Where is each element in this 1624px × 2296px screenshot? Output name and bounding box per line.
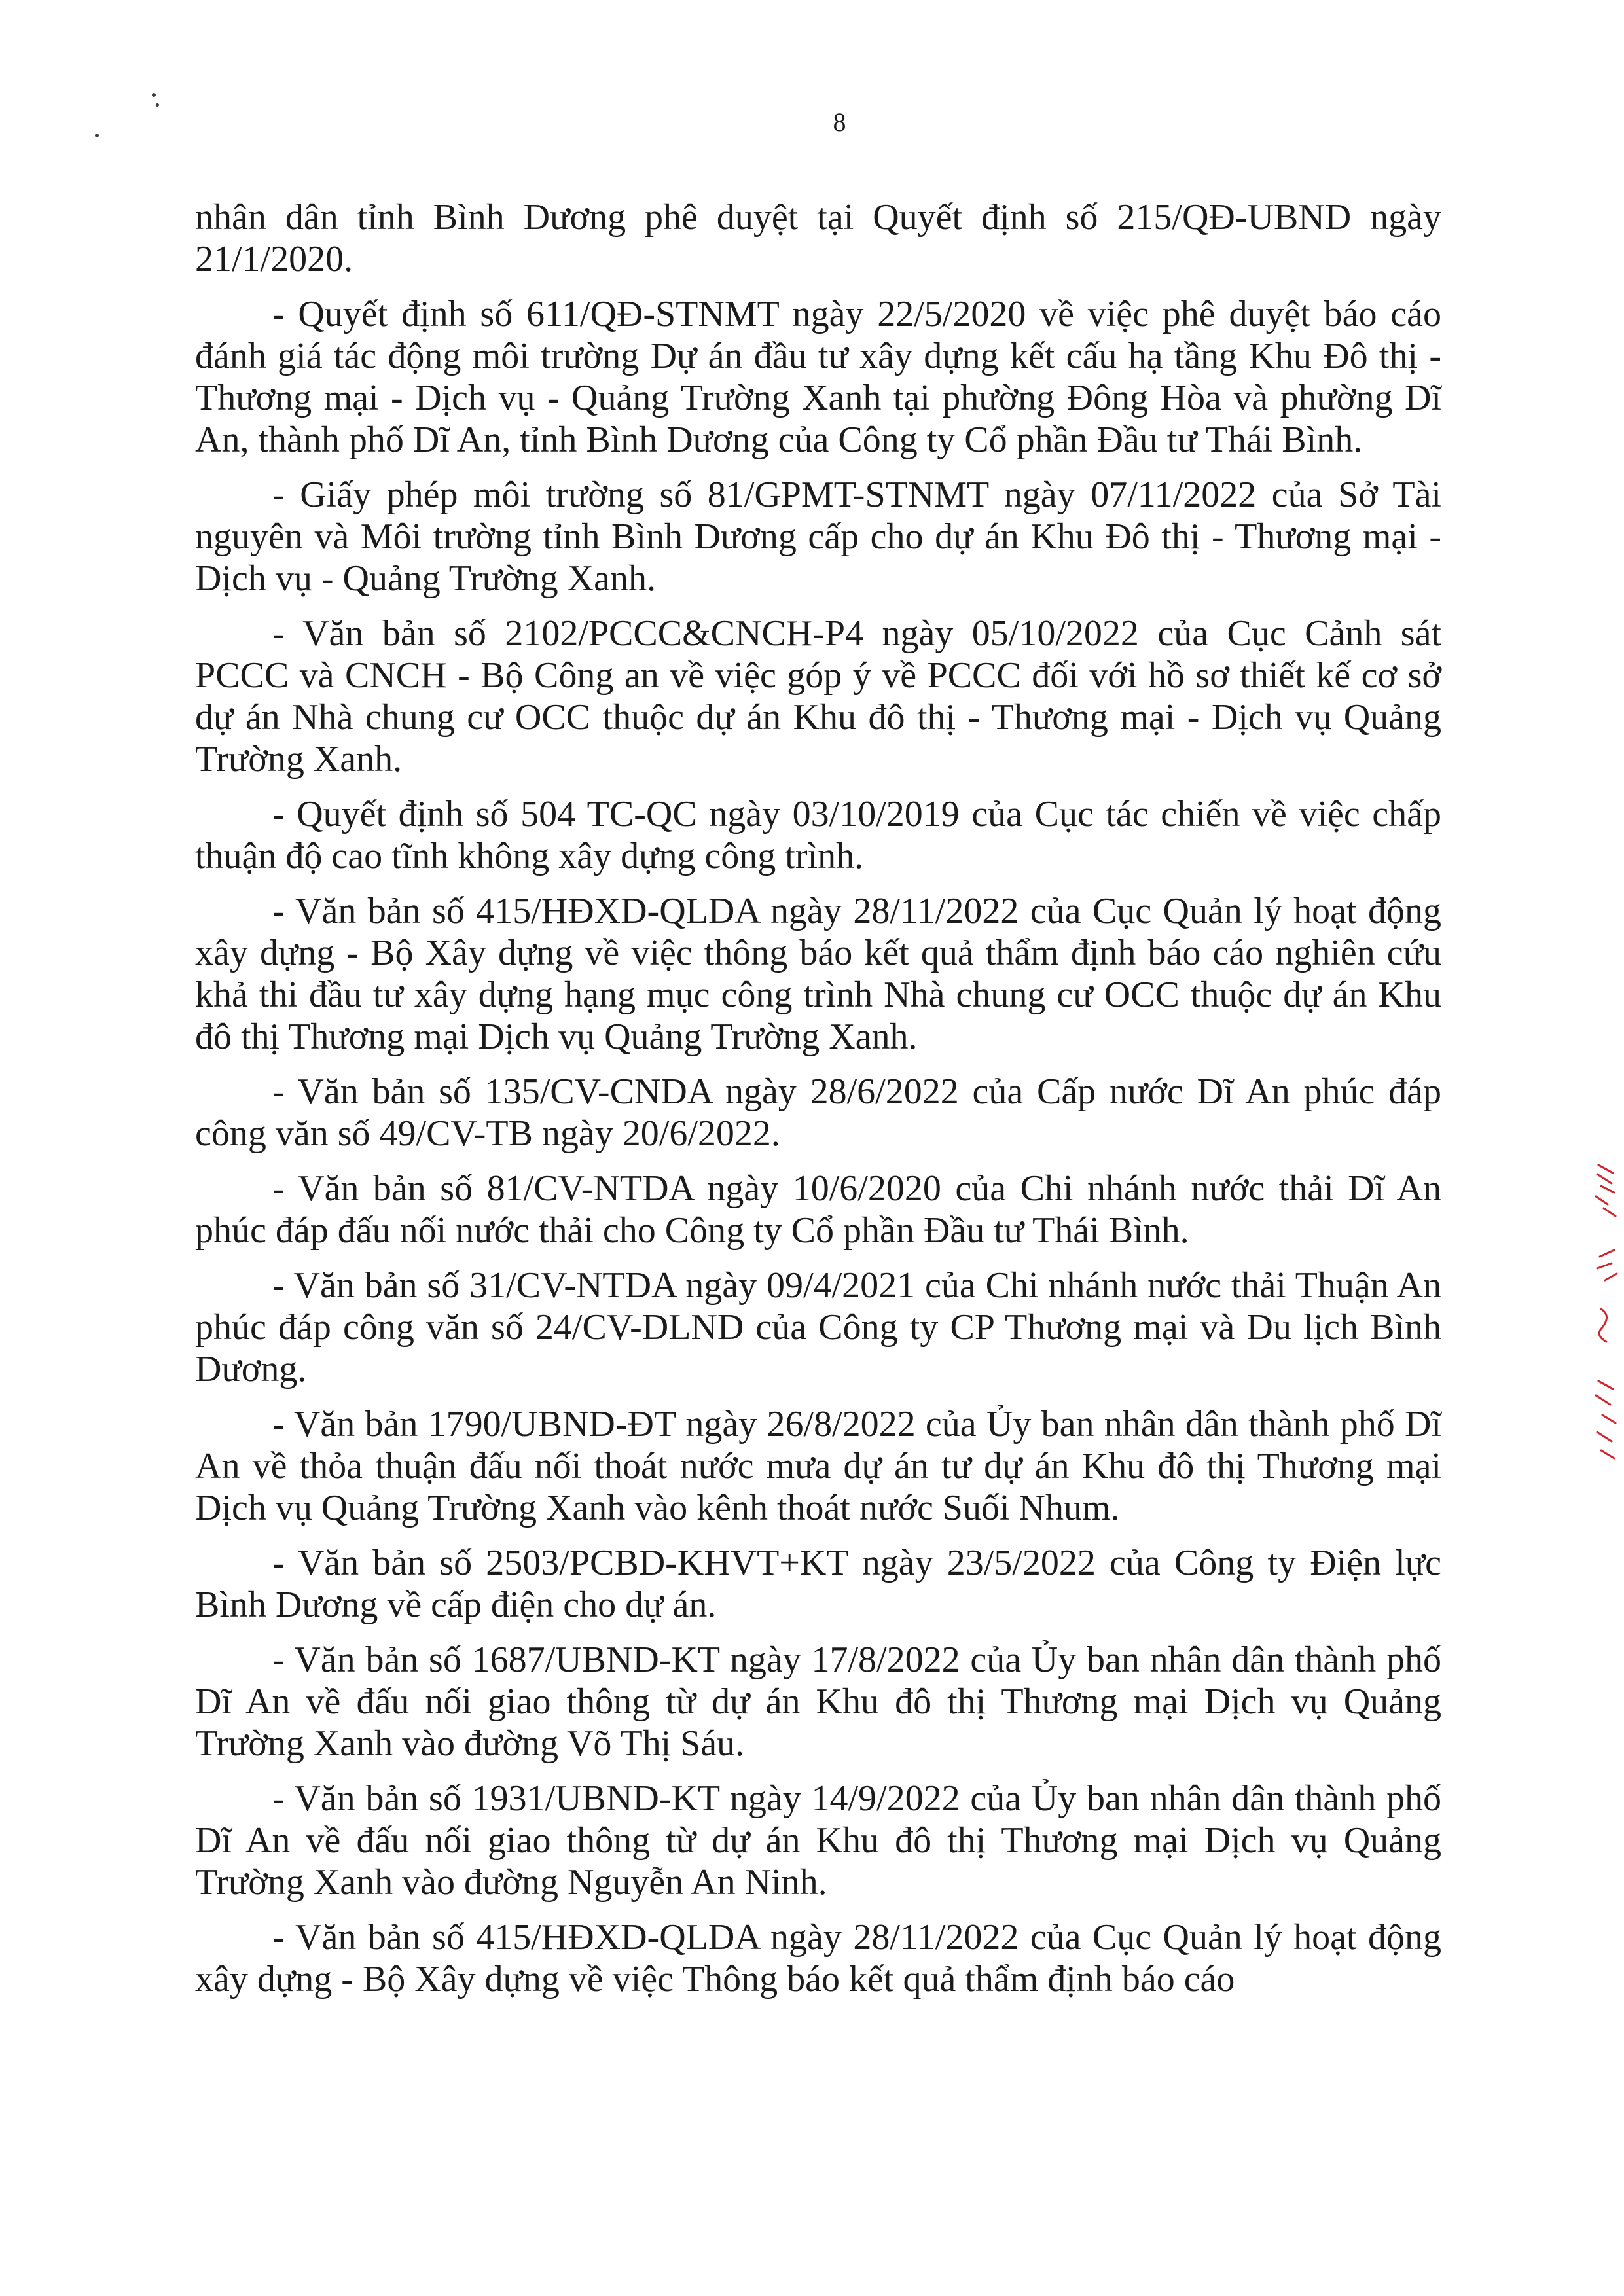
paragraph: - Văn bản số 1687/UBND-KT ngày 17/8/2022 của Ủy ban nhân dân thành phố Dĩ An về đấu nối giao thông từ dự án Khu đô thị Thương mại Dịch vụ Quảng Trường Xanh vào đường Võ Thị Sáu. (195, 1640, 1441, 1764)
scan-speck (152, 93, 156, 97)
paragraph: - Văn bản số 1931/UBND-KT ngày 14/9/2022 của Ủy ban nhân dân thành phố Dĩ An về đấu nối giao thông từ dự án Khu đô thị Thương mại Dịch vụ Quảng Trường Xanh vào đường Nguyễn An Ninh. (195, 1778, 1441, 1903)
paragraph: - Văn bản số 415/HĐXD-QLDA ngày 28/11/2022 của Cục Quản lý hoạt động xây dựng - Bộ Xây dựng về việc Thông báo kết quả thẩm định báo cáo (195, 1917, 1441, 2000)
paragraph: - Văn bản số 31/CV-NTDA ngày 09/4/2021 của Chi nhánh nước thải Thuận An phúc đáp công văn số 24/CV-DLND của Công ty CP Thương mại và Du lịch Bình Dương. (195, 1265, 1441, 1390)
paragraph: nhân dân tỉnh Bình Dương phê duyệt tại Quyết định số 215/QĐ-UBND ngày 21/1/2020. (195, 197, 1441, 279)
paragraph: - Văn bản số 2503/PCBD-KHVT+KT ngày 23/5/2022 của Công ty Điện lực Bình Dương về cấp điện cho dự án. (195, 1543, 1441, 1625)
red-seal-fragment (1592, 1158, 1621, 1466)
paragraph: - Quyết định số 611/QĐ-STNMT ngày 22/5/2020 về việc phê duyệt báo cáo đánh giá tác động môi trường Dự án đầu tư xây dựng kết cấu hạ tầng Khu Đô thị - Thương mại - Dịch vụ - Quảng Trường Xanh tại phường Đông Hòa và phường Dĩ An, thành phố Dĩ An, tỉnh Bình Dương của Công ty Cổ phần Đầu tư Thái Bình. (195, 294, 1441, 460)
paragraph: - Văn bản 1790/UBND-ĐT ngày 26/8/2022 của Ủy ban nhân dân thành phố Dĩ An về thỏa thuận đấu nối thoát nước mưa dự án tư dự án Khu đô thị Thương mại Dịch vụ Quảng Trường Xanh vào kênh thoát nước Suối Nhum. (195, 1404, 1441, 1528)
paragraph: - Văn bản số 81/CV-NTDA ngày 10/6/2020 của Chi nhánh nước thải Dĩ An phúc đáp đấu nối nước thải cho Công ty Cổ phần Đầu tư Thái Bình. (195, 1168, 1441, 1251)
paragraph: - Văn bản số 415/HĐXD-QLDA ngày 28/11/2022 của Cục Quản lý hoạt động xây dựng - Bộ Xây dựng về việc thông báo kết quả thẩm định báo cáo nghiên cứu khả thi đầu tư xây dựng hạng mục công trình Nhà chung cư OCC thuộc dự án Khu đô thị Thương mại Dịch vụ Quảng Trường Xanh. (195, 891, 1441, 1057)
page-number: 8 (833, 107, 846, 137)
paragraph: - Văn bản số 135/CV-CNDA ngày 28/6/2022 của Cấp nước Dĩ An phúc đáp công văn số 49/CV-TB ngày 20/6/2022. (195, 1071, 1441, 1154)
paragraph: - Văn bản số 2102/PCCC&CNCH-P4 ngày 05/10/2022 của Cục Cảnh sát PCCC và CNCH - Bộ Công an về việc góp ý về PCCC đối với hồ sơ thiết kế cơ sở dự án Nhà chung cư OCC thuộc dự án Khu đô thị - Thương mại - Dịch vụ Quảng Trường Xanh. (195, 613, 1441, 780)
paragraph: - Giấy phép môi trường số 81/GPMT-STNMT ngày 07/11/2022 của Sở Tài nguyên và Môi trường tỉnh Bình Dương cấp cho dự án Khu Đô thị - Thương mại - Dịch vụ - Quảng Trường Xanh. (195, 475, 1441, 599)
paragraph: - Quyết định số 504 TC-QC ngày 03/10/2019 của Cục tác chiến về việc chấp thuận độ cao tĩnh không xây dựng công trình. (195, 794, 1441, 876)
document-body (195, 196, 1441, 2013)
